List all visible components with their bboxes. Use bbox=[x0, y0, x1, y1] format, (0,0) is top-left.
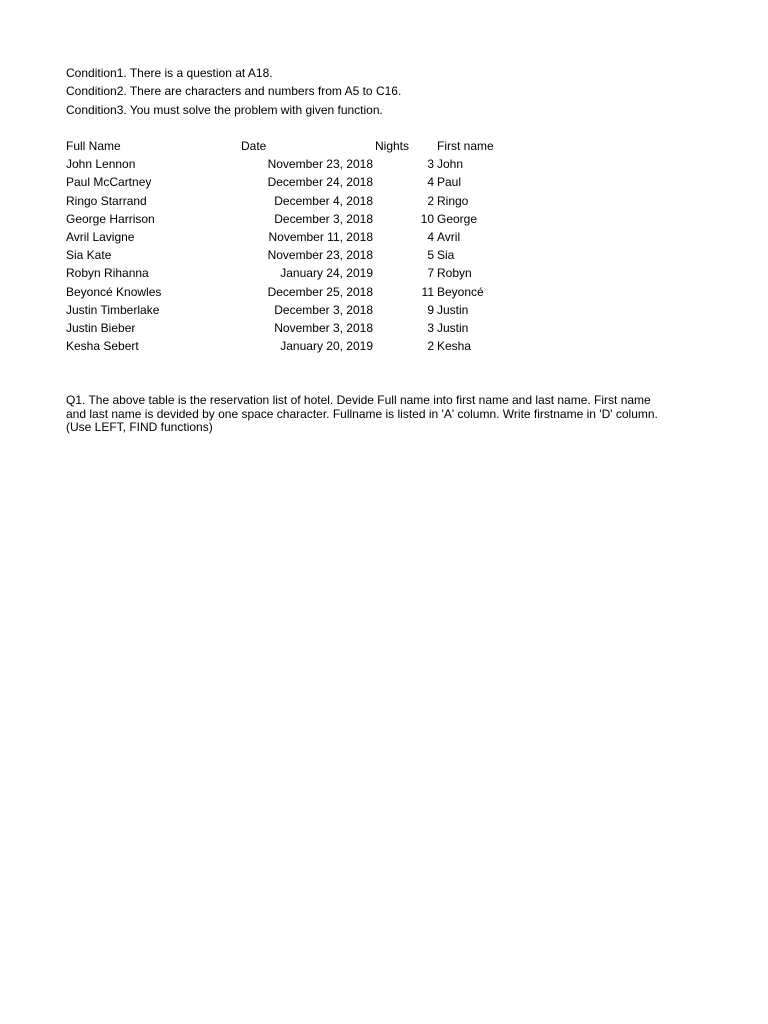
table-row bbox=[66, 173, 546, 191]
cell-nights: 4 bbox=[427, 175, 434, 190]
cell-first-name: Avril bbox=[437, 229, 461, 244]
header-date: Date bbox=[241, 139, 267, 153]
cell-first-name: Ringo bbox=[437, 193, 469, 208]
cell-full-name: Beyoncé Knowles bbox=[66, 284, 162, 299]
cell-date: December 24, 2018 bbox=[267, 175, 373, 190]
cell-date: December 4, 2018 bbox=[274, 193, 373, 208]
header-first-name: First name bbox=[437, 139, 494, 153]
cell-first-name: George bbox=[437, 211, 478, 226]
conditions-block bbox=[66, 64, 686, 119]
cell-first-name: Beyoncé bbox=[437, 284, 484, 299]
cell-full-name: Ringo Starrand bbox=[66, 193, 147, 208]
condition-1: Condition1. There is a question at A18. bbox=[66, 66, 273, 80]
table-row bbox=[66, 228, 546, 246]
cell-nights: 4 bbox=[427, 229, 434, 244]
table-row bbox=[66, 301, 546, 319]
cell-nights: 7 bbox=[427, 266, 434, 281]
cell-full-name: Justin Bieber bbox=[66, 320, 136, 335]
cell-full-name: John Lennon bbox=[66, 157, 136, 172]
cell-date: December 25, 2018 bbox=[267, 284, 373, 299]
table-row bbox=[66, 337, 546, 355]
cell-first-name: John bbox=[437, 157, 464, 172]
cell-nights: 10 bbox=[420, 211, 434, 226]
cell-nights: 11 bbox=[421, 284, 434, 299]
cell-first-name: Justin bbox=[437, 302, 469, 317]
header-full-name: Full Name bbox=[66, 139, 121, 153]
cell-first-name: Paul bbox=[437, 175, 462, 190]
cell-date: November 23, 2018 bbox=[267, 157, 373, 172]
cell-full-name: Robyn Rihanna bbox=[66, 266, 149, 281]
cell-nights: 2 bbox=[427, 193, 434, 208]
cell-full-name: Paul McCartney bbox=[66, 175, 152, 190]
cell-first-name: Kesha bbox=[437, 339, 472, 354]
cell-nights: 3 bbox=[427, 320, 434, 335]
table-row bbox=[66, 155, 546, 173]
condition-3: Condition3. You must solve the problem with given function. bbox=[66, 102, 383, 117]
table-row bbox=[66, 210, 546, 228]
cell-full-name: Justin Timberlake bbox=[66, 302, 160, 317]
cell-nights: 9 bbox=[427, 302, 434, 317]
cell-date: December 3, 2018 bbox=[274, 211, 373, 226]
cell-nights: 5 bbox=[427, 248, 434, 263]
cell-date: January 24, 2019 bbox=[280, 266, 373, 281]
cell-first-name: Justin bbox=[437, 320, 469, 335]
cell-first-name: Sia bbox=[437, 248, 455, 263]
table-row bbox=[66, 246, 546, 264]
cell-nights: 3 bbox=[427, 157, 434, 172]
reservation-table bbox=[66, 137, 546, 355]
cell-date: December 3, 2018 bbox=[274, 302, 373, 317]
cell-date: November 3, 2018 bbox=[274, 320, 373, 335]
cell-date: November 11, 2018 bbox=[268, 229, 373, 244]
cell-nights: 2 bbox=[427, 339, 434, 354]
header-nights: Nights bbox=[375, 139, 410, 153]
condition-2: Condition2. There are characters and numbers from A5 to C16. bbox=[66, 84, 402, 99]
table-row bbox=[66, 192, 546, 210]
cell-full-name: Kesha Sebert bbox=[66, 339, 139, 354]
cell-full-name: George Harrison bbox=[66, 211, 155, 226]
table-row bbox=[66, 319, 546, 337]
cell-first-name: Robyn bbox=[437, 266, 472, 281]
cell-full-name: Avril Lavigne bbox=[66, 229, 135, 244]
table-header-row bbox=[66, 137, 546, 155]
question-text: Q1. The above table is the reservation list of hotel. Devide Full name into first name and last name. First name and last name is devided by one space character. Fullname is listed in 'A' column. Write firstname in 'D' column.(Use LEFT, FIND functions) bbox=[66, 393, 658, 435]
table-row bbox=[66, 264, 546, 282]
cell-date: January 20, 2019 bbox=[280, 339, 373, 354]
table-row bbox=[66, 283, 546, 301]
cell-date: November 23, 2018 bbox=[267, 248, 373, 263]
cell-full-name: Sia Kate bbox=[66, 248, 112, 263]
